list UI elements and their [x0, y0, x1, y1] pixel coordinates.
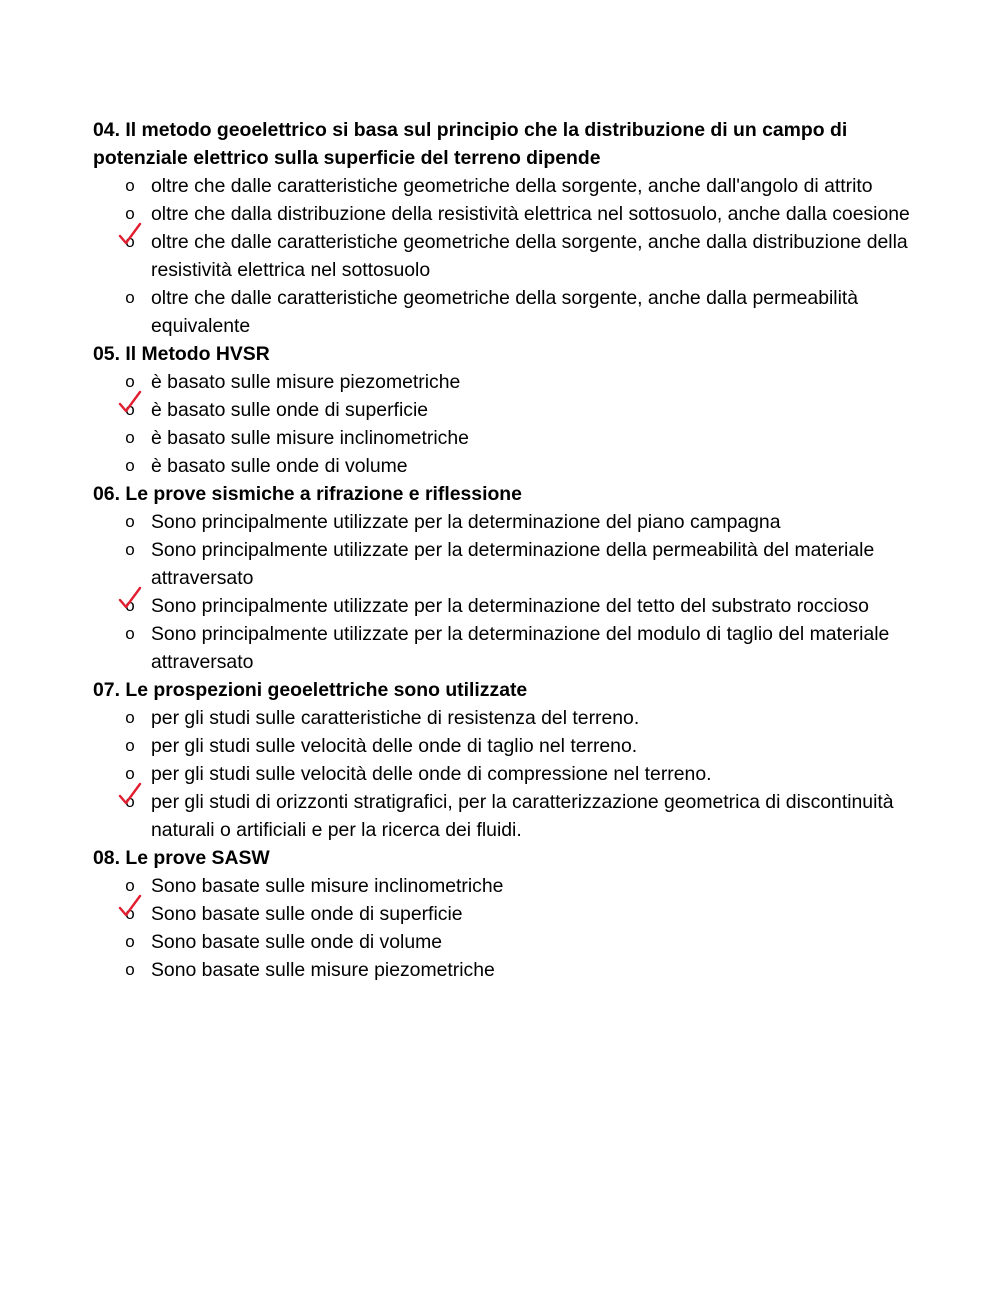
- answer-text: per gli studi sulle caratteristiche di resistenza del terreno.: [151, 707, 640, 729]
- answer-text: Sono basate sulle onde di superficie: [151, 903, 463, 925]
- bullet-icon: o: [125, 736, 135, 755]
- answer-option: [93, 368, 913, 396]
- checkmark-icon: [118, 782, 142, 808]
- bullet-icon: o: [125, 288, 135, 307]
- answer-text: per gli studi sulle velocità delle onde di taglio nel terreno.: [151, 735, 638, 757]
- answer-option: [93, 200, 913, 228]
- answer-text: oltre che dalle caratteristiche geometriche della sorgente, anche dall'angolo di attrito: [151, 175, 873, 197]
- answer-text: Sono principalmente utilizzate per la determinazione del modulo di taglio del materiale attraversato: [151, 623, 890, 673]
- answer-text: Sono basate sulle onde di volume: [151, 931, 443, 953]
- bullet-icon: o: [125, 708, 135, 727]
- answer-option: [93, 536, 913, 592]
- answer-text: per gli studi sulle velocità delle onde di compressione nel terreno.: [151, 763, 712, 785]
- bullet-icon: o: [125, 204, 135, 223]
- question-05: [93, 340, 913, 480]
- answer-text: per gli studi di orizzonti stratigrafici, per la caratterizzazione geometrica di discontinuità naturali o artificiali e per la ricerca dei fluidi.: [151, 791, 894, 841]
- bullet-icon: o: [125, 372, 135, 391]
- question-04: [93, 116, 913, 340]
- answer-option: [93, 928, 913, 956]
- answer-text: è basato sulle misure inclinometriche: [151, 427, 469, 449]
- answer-options: [93, 872, 913, 984]
- checkmark-icon: [118, 894, 142, 920]
- bullet-icon: o: [125, 400, 135, 419]
- question-title: 06. Le prove sismiche a rifrazione e riflessione: [93, 483, 522, 505]
- answer-text: Sono basate sulle misure inclinometriche: [151, 875, 504, 897]
- answer-text: oltre che dalla distribuzione della resistività elettrica nel sottosuolo, anche dalla coesione: [151, 203, 910, 225]
- question-title: 04. Il metodo geoelettrico si basa sul principio che la distribuzione di un campo di potenziale elettrico sulla superficie del terreno dipende: [93, 119, 848, 169]
- bullet-icon: o: [125, 540, 135, 559]
- bullet-icon: o: [125, 764, 135, 783]
- question-title: 05. Il Metodo HVSR: [93, 343, 270, 365]
- bullet-icon: o: [125, 904, 135, 923]
- answer-option-correct: [93, 592, 913, 620]
- answer-text: è basato sulle onde di volume: [151, 455, 408, 477]
- answer-options: [93, 172, 913, 340]
- question-06: [93, 480, 913, 676]
- answer-text: Sono principalmente utilizzate per la determinazione della permeabilità del materiale attraversato: [151, 539, 875, 589]
- answer-option-correct: [93, 396, 913, 424]
- answer-option: [93, 284, 913, 340]
- checkmark-icon: [118, 222, 142, 248]
- bullet-icon: o: [125, 624, 135, 643]
- bullet-icon: o: [125, 876, 135, 895]
- answer-option: [93, 172, 913, 200]
- answer-option: [93, 872, 913, 900]
- answer-option: [93, 620, 913, 676]
- bullet-icon: o: [125, 456, 135, 475]
- answer-option: [93, 452, 913, 480]
- answer-options: [93, 704, 913, 844]
- answer-option: [93, 732, 913, 760]
- answer-option-correct: [93, 228, 913, 284]
- answer-text: Sono basate sulle misure piezometriche: [151, 959, 495, 981]
- bullet-icon: o: [125, 428, 135, 447]
- answer-text: è basato sulle misure piezometriche: [151, 371, 461, 393]
- answer-option: [93, 760, 913, 788]
- bullet-icon: o: [125, 512, 135, 531]
- answer-options: [93, 508, 913, 676]
- answer-option-correct: [93, 900, 913, 928]
- bullet-icon: o: [125, 792, 135, 811]
- answer-option: [93, 508, 913, 536]
- bullet-icon: o: [125, 232, 135, 251]
- bullet-icon: o: [125, 960, 135, 979]
- bullet-icon: o: [125, 596, 135, 615]
- answer-options: [93, 368, 913, 480]
- bullet-icon: o: [125, 932, 135, 951]
- checkmark-icon: [118, 586, 142, 612]
- question-title: 07. Le prospezioni geoelettriche sono utilizzate: [93, 679, 528, 701]
- question-07: [93, 676, 913, 844]
- bullet-icon: o: [125, 176, 135, 195]
- answer-text: oltre che dalle caratteristiche geometriche della sorgente, anche dalla distribuzione della resistività elettrica nel sottosuolo: [151, 231, 908, 281]
- answer-option: [93, 956, 913, 984]
- question-08: [93, 844, 913, 984]
- answer-text: Sono principalmente utilizzate per la determinazione del tetto del substrato roccioso: [151, 595, 869, 617]
- question-title: 08. Le prove SASW: [93, 847, 270, 869]
- answer-option: [93, 704, 913, 732]
- answer-option-correct: [93, 788, 913, 844]
- answer-text: oltre che dalle caratteristiche geometriche della sorgente, anche dalla permeabilità equivalente: [151, 287, 859, 337]
- answer-text: Sono principalmente utilizzate per la determinazione del piano campagna: [151, 511, 781, 533]
- answer-option: [93, 424, 913, 452]
- checkmark-icon: [118, 390, 142, 416]
- quiz-content: [93, 116, 913, 984]
- answer-text: è basato sulle onde di superficie: [151, 399, 429, 421]
